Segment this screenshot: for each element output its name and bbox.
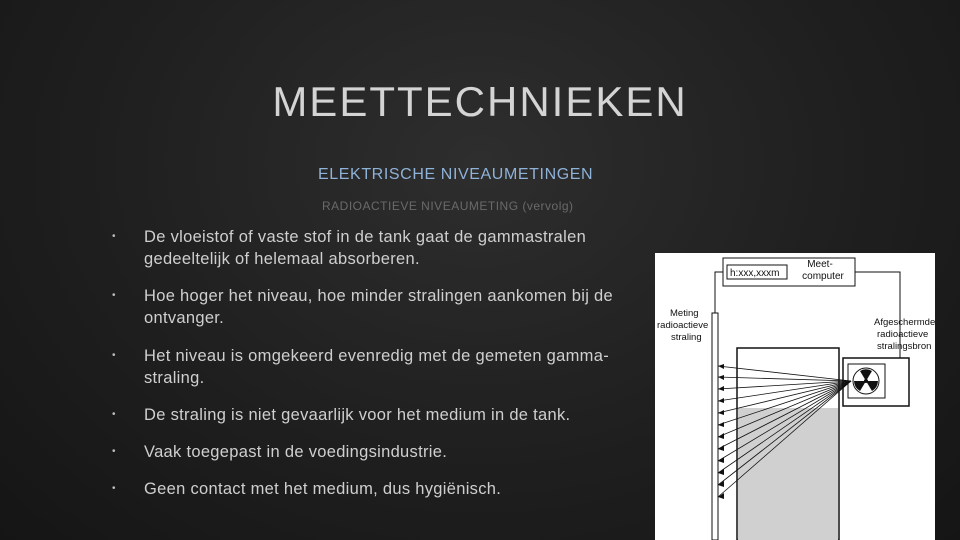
- wire-left: [715, 272, 723, 313]
- bullet-item: • De straling is niet gevaarlijk voor het medium in de tank.: [112, 404, 657, 426]
- source-label-line2: radioactieve: [877, 329, 929, 340]
- display-value: h:xxx,xxxm: [730, 268, 780, 279]
- level-measurement-diagram: [655, 253, 935, 540]
- source-label-line1: Afgeschermde: [874, 317, 935, 328]
- computer-label-line1: Meet-: [807, 259, 833, 270]
- bullet-list: [112, 226, 657, 500]
- diagram-svg: [655, 253, 935, 540]
- bullet-item: • De vloeistof of vaste stof in de tank gaat de gammastralen gedeeltelijk of helemaal absorberen.: [112, 226, 657, 270]
- meting-label-line1: Meting: [670, 308, 699, 319]
- bullet-item: • Hoe hoger het niveau, hoe minder stralingen aankomen bij de ontvanger.: [112, 285, 657, 329]
- detector-rod: [712, 313, 718, 540]
- tank-medium: [738, 408, 838, 540]
- bullet-item: • Vaak toegepast in de voedingsindustrie.: [112, 441, 657, 463]
- computer-label-line2: computer: [802, 271, 844, 282]
- faded-subheading: RADIOACTIEVE NIVEAUMETING (vervolg): [322, 199, 574, 213]
- slide-title: MEETTECHNIEKEN: [272, 78, 688, 125]
- bullet-item: • Het niveau is omgekeerd evenredig met de gemeten gamma-straling.: [112, 345, 657, 389]
- ray-arrowheads: [718, 364, 724, 499]
- source-label-line3: stralingsbron: [877, 341, 932, 352]
- subtitle-text: ELEKTRISCHE NIVEAUMETINGEN: [318, 166, 594, 183]
- bullet-item: • Geen contact met het medium, dus hygiënisch.: [112, 478, 657, 500]
- meting-label-line3: straling: [671, 332, 702, 343]
- meting-label-line2: radioactieve: [657, 320, 709, 331]
- radiation-icon: [853, 368, 879, 394]
